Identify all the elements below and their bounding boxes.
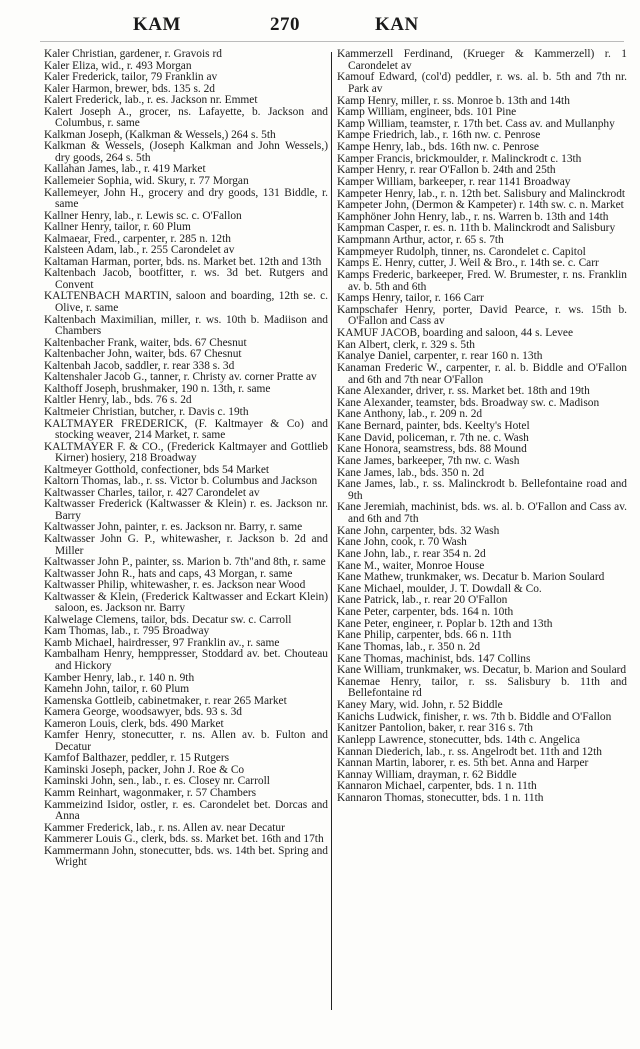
directory-entry: Kammerer Louis G., clerk, bds. ss. Market bet. 16th and 17th	[44, 833, 324, 846]
directory-entry: Kanlepp Lawrence, stonecutter, bds. 14th c. Angelica	[337, 733, 581, 746]
directory-entry: Kane Jeremiah, machinist, bds. ws. al. b. O'Fallon and Cass av. and 6th and 7th	[337, 501, 627, 525]
left-column	[44, 49, 328, 869]
directory-entry: Kamehn John, tailor, r. 60 Plum	[44, 683, 190, 696]
directory-entry: Kalkman Joseph, (Kalkman & Wessels,) 264 s. 5th	[44, 128, 276, 141]
directory-entry: Kaltenshaler Jacob G., tanner, r. Christy av. corner Pratte av	[44, 371, 317, 384]
directory-entry: Kaltmeier Christian, butcher, r. Davis c. 19th	[44, 405, 249, 418]
directory-entry: Kamber Henry, lab., r. 140 n. 9th	[44, 671, 195, 684]
directory-entry: Kane Thomas, machinist, bds. 147 Collins	[337, 652, 531, 665]
directory-entry: Kane Peter, engineer, r. Poplar b. 12th and 13th	[337, 617, 553, 630]
directory-entry: Kalwelage Clemens, tailor, bds. Decatur sw. c. Carroll	[44, 613, 292, 626]
directory-entry: Kampman Casper, r. es. n. 11th b. Malinckrodt and Salisbury	[337, 222, 616, 235]
directory-entry: Kane James, barkeeper, 7th nw. c. Wash	[337, 454, 520, 467]
directory-entry: Kanichs Ludwick, finisher, r. ws. 7th b. Biddle and O'Fallon	[337, 710, 612, 723]
directory-entry: Kallemeier Sophia, wid. Skury, r. 77 Morgan	[44, 175, 249, 188]
directory-entry: Kalert Joseph A., grocer, ns. Lafayette, b. Jackson and Columbus, r. same	[44, 105, 328, 130]
directory-entry: Kannay William, drayman, r. 62 Biddle	[337, 768, 517, 781]
directory-entry: Kalkman & Wessels, (Joseph Kalkman and John Wessels,) dry goods, 264 s. 5th	[44, 140, 328, 164]
directory-entry: Kannaron Michael, carpenter, bds. 1 n. 11th	[337, 780, 537, 793]
directory-entry: Kamouf Edward, (col'd) peddler, r. ws. al. b. 5th and 7th nr. Park av	[337, 71, 627, 95]
directory-entry: Kane Anthony, lab., r. 209 n. 2d	[337, 408, 483, 421]
directory-entry: Kanalye Daniel, carpenter, r. rear 160 n. 13th	[337, 350, 543, 363]
directory-entry: Kaler Eliza, wid., r. 493 Morgan	[44, 59, 192, 72]
directory-entry: Kaltwasser & Klein, (Frederick Kaltwasser and Eckart Klein) saloon, es. Jackson nr. Barry	[44, 590, 328, 615]
directory-entry: Kane David, policeman, r. 7th ne. c. Wash	[337, 431, 529, 444]
directory-entry: Kaler Harmon, brewer, bds. 135 s. 2d	[44, 82, 215, 95]
directory-entry: Kaminski Joseph, packer, John J. Roe & Co	[44, 763, 245, 776]
directory-entry: Kane Honora, seamstress, bds. 88 Mound	[337, 443, 527, 456]
directory-entry: Kamera George, woodsawyer, bds. 93 s. 3d	[44, 706, 242, 719]
directory-entry: Kammer Frederick, lab., r. ns. Allen av. near Decatur	[44, 821, 285, 834]
directory-entry: Kalert Frederick, lab., r. es. Jackson nr. Emmet	[44, 94, 258, 107]
directory-entry: Kane John, carpenter, bds. 32 Wash	[337, 524, 500, 537]
directory-entry: Kane John, lab., r. rear 354 n. 2d	[337, 547, 486, 560]
directory-entry: Kallner Henry, lab., r. Lewis sc. c. O'Fallon	[44, 209, 242, 222]
page-number: 270	[270, 14, 300, 35]
directory-entry: Kan Albert, clerk, r. 329 s. 5th	[337, 338, 475, 351]
directory-entry: Kampmeyer Rudolph, tinner, ns. Carondelet c. Capitol	[337, 245, 586, 258]
directory-entry: Kampschafer Henry, porter, David Pearce, r. ws. 15th b. O'Fallon and Cass av	[337, 303, 627, 328]
directory-entry: Kaler Christian, gardener, r. Gravois rd	[44, 48, 222, 60]
directory-entry: Kane Philip, carpenter, bds. 66 n. 11th	[337, 629, 512, 642]
page-header	[0, 4, 640, 38]
directory-entry: Kaltenbacher John, waiter, bds. 67 Chesnut	[44, 348, 242, 361]
directory-entry: Kaltmeyer Gotthold, confectioner, bds 54 Market	[44, 463, 270, 476]
directory-entry: Kaney Mary, wid. John, r. 52 Biddle	[337, 699, 503, 711]
directory-entry: Kamp William, teamster, r. 17th bet. Cass av. and Mullanphy	[337, 117, 615, 130]
directory-entry: Kaltenbach Jacob, bootfitter, r. ws. 3d bet. Rutgers and Convent	[44, 267, 328, 291]
directory-entry: Kaltwasser John G. P., whitewasher, r. Jackson b. 2d and Miller	[44, 532, 328, 557]
directory-entry: Kampeter John, (Dermon & Kampeter) r. 14th sw. c. n. Market	[337, 199, 624, 212]
directory-entry: Kannaron Thomas, stonecutter, bds. 1 n. 11th	[337, 792, 544, 804]
directory-entry: Kane Bernard, painter, bds. Keelty's Hotel	[337, 420, 530, 432]
right-column	[337, 49, 627, 805]
directory-entry: Kambalham Henry, hemppresser, Stoddard av. bet. Chouteau and Hickory	[44, 648, 328, 672]
directory-entry: Kamfof Balthazer, peddler, r. 15 Rutgers	[44, 752, 230, 765]
directory-entry: Kane William, trunkmaker, ws. Decatur, b. Marion and Soulard	[337, 664, 627, 677]
directory-entry: KALTENBACH MARTIN, saloon and boarding, 12th se. c. Olive, r. same	[44, 290, 328, 315]
directory-entry: Kampeter Henry, lab., r. n. 12th bet. Salisbury and Malinckrodt	[337, 187, 626, 200]
directory-entry: Kamps Frederic, barkeeper, Fred. W. Brumester, r. ns. Franklin av. b. 5th and 6th	[337, 268, 627, 293]
directory-entry: Kane Michael, moulder, J. T. Dowdall & Co.	[337, 582, 542, 595]
directory-entry: Kane M., waiter, Monroe House	[337, 559, 485, 572]
directory-entry: Kamenska Gottleib, cabinetmaker, r. rear 265 Market	[44, 694, 287, 707]
directory-entry: Kallahan James, lab., r. 419 Market	[44, 163, 206, 176]
directory-entry: Kane Peter, carpenter, bds. 164 n. 10th	[337, 606, 514, 618]
directory-entry: KAMUF JACOB, boarding and saloon, 44 s. Levee	[337, 327, 574, 339]
directory-entry: KALTMAYER FREDERICK, (F. Kaltmayer & Co) and stocking weaver, 214 Market, r. same	[44, 417, 328, 442]
directory-entry: Kaltenbah Jacob, saddler, r. rear 338 s. 3d	[44, 359, 235, 372]
directory-entry: Kaltenbach Maximilian, miller, r. ws. 10th b. Madiison and Chambers	[44, 313, 328, 338]
directory-entry: Kamp Henry, miller, r. ss. Monroe b. 13th and 14th	[337, 94, 570, 107]
guide-word-right: KAN	[375, 14, 419, 35]
directory-entry: Kamm Reinhart, wagonmaker, r. 57 Chambers	[44, 787, 257, 799]
directory-entry: Kalsteen Adam, lab., r. 255 Carondelet av	[44, 244, 235, 257]
directory-entry: Kalmaear, Fred., carpenter, r. 285 n. 12th	[44, 232, 231, 245]
column-divider	[331, 52, 332, 1010]
directory-entry: Kam Thomas, lab., r. 795 Broadway	[44, 625, 210, 638]
directory-entry: KALTMAYER F. & CO., (Frederick Kaltmayer and Gottlieb Kirner) hosiery, 218 Broadway	[44, 440, 328, 465]
directory-entry: Kaltwasser John, painter, r. es. Jackson nr. Barry, r. same	[44, 521, 303, 534]
header-rule	[40, 41, 624, 42]
directory-entry: Kaltler Henry, lab., bds. 76 s. 2d	[44, 394, 192, 407]
guide-word-left: KAM	[133, 14, 181, 35]
directory-entry: Kaler Frederick, tailor, 79 Franklin av	[44, 71, 218, 84]
directory-entry: Kampe Henry, lab., bds. 16th nw. c. Penrose	[337, 141, 539, 153]
directory-entry: Kamper Francis, brickmoulder, r. Malinckrodt c. 13th	[337, 152, 582, 165]
directory-entry: Kane Alexander, driver, r. ss. Market bet. 18th and 19th	[337, 385, 590, 398]
directory-entry: Kane Patrick, lab., r. rear 20 O'Fallon	[337, 594, 508, 607]
directory-entry: Kannan Diederich, lab., r. ss. Angelrodt bet. 11th and 12th	[337, 745, 602, 758]
directory-entry: Kamps Henry, tailor, r. 166 Carr	[337, 292, 484, 305]
directory-entry: Kanitzer Pantolion, baker, r. rear 316 s. 7th	[337, 722, 533, 735]
directory-entry: Kane James, lab., r. ss. Malinckrodt b. Bellefontaine road and 9th	[337, 478, 627, 502]
directory-entry: Kameron Louis, clerk, bds. 490 Market	[44, 717, 224, 730]
directory-entry: Kaltwasser Frederick (Kaltwasser & Klein) r. es. Jackson nr. Barry	[44, 498, 328, 522]
directory-entry: Kane James, lab., bds. 350 n. 2d	[337, 466, 485, 479]
directory-entry: Kamfer Henry, stonecutter, r. ns. Allen av. b. Fulton and Decatur	[44, 729, 328, 753]
directory-entry: Kanaman Frederic W., carpenter, r. al. b. Biddle and O'Fallon and 6th and 7th near O'Fallon	[337, 361, 627, 386]
directory-entry: Kaltwasser John P., painter, ss. Marion b. 7th"and 8th, r. same	[44, 556, 326, 569]
directory-entry: Kaltwasser John R., hats and caps, 43 Morgan, r. same	[44, 567, 293, 580]
directory-entry: Kammerzell Ferdinand, (Krueger & Kammerzell) r. 1 Carondelet av	[337, 48, 627, 72]
directory-entry: Kaminski John, sen., lab., r. es. Closey nr. Carroll	[44, 775, 270, 788]
directory-entry: Kamp William, engineer, bds. 101 Pine	[337, 106, 517, 119]
directory-entry: Kane Alexander, teamster, bds. Broadway sw. c. Madison	[337, 396, 600, 409]
directory-entry: Kampe Friedrich, lab., r. 16th nw. c. Penrose	[337, 129, 541, 142]
directory-entry: Kane John, cook, r. 70 Wash	[337, 536, 467, 549]
directory-entry: Kaltwasser Philip, whitewasher, r. es. Jackson near Wood	[44, 579, 306, 592]
directory-entry: Kammeizind Isidor, ostler, r. es. Carondelet bet. Dorcas and Anna	[44, 798, 328, 823]
directory-entry: Kamps E. Henry, cutter, J. Weil & Bro., r. 14th se. c. Carr	[337, 257, 599, 270]
directory-entry: Kane Mathew, trunkmaker, ws. Decatur b. Marion Soulard	[337, 571, 605, 584]
directory-entry: Kamphöner John Henry, lab., r. ns. Warren b. 13th and 14th	[337, 210, 609, 223]
directory-entry: Kallemeyer, John H., grocery and dry goods, 131 Biddle, r. same	[44, 186, 328, 211]
directory-entry: Kalthoff Joseph, brushmaker, 190 n. 13th, r. same	[44, 382, 271, 395]
directory-entry: Kaltenbacher Frank, waiter, bds. 67 Chesnut	[44, 336, 247, 349]
directory-entry: Kammermann John, stonecutter, bds. ws. 14th bet. Spring and Wright	[44, 844, 328, 869]
directory-entry: Kallner Henry, tailor, r. 60 Plum	[44, 221, 191, 234]
directory-entry: Kampmann Arthur, actor, r. 65 s. 7th	[337, 234, 504, 246]
directory-entry: Kanemae Henry, tailor, r. ss. Salisbury b. 11th and Bellefontaine rd	[337, 675, 627, 700]
directory-entry: Kamper William, barkeeper, r. rear 1141 Broadway	[337, 175, 571, 188]
directory-entry: Kaltwasser Charles, tailor, r. 427 Carondelet av	[44, 486, 260, 499]
directory-entry: Kamper Henry, r. rear O'Fallon b. 24th and 25th	[337, 164, 556, 177]
directory-entry: Kaltaman Harman, porter, bds. ns. Market bet. 12th and 13th	[44, 255, 322, 268]
directory-entry: Kaltorn Thomas, lab., r. ss. Victor b. Columbus and Jackson	[44, 475, 318, 488]
directory-entry: Kane Thomas, lab., r. 350 n. 2d	[337, 640, 481, 653]
directory-entry: Kannan Martin, laborer, r. es. 5th bet. Anna and Harper	[337, 757, 589, 770]
directory-entry: Kamb Michael, hairdresser, 97 Franklin av., r. same	[44, 636, 280, 649]
